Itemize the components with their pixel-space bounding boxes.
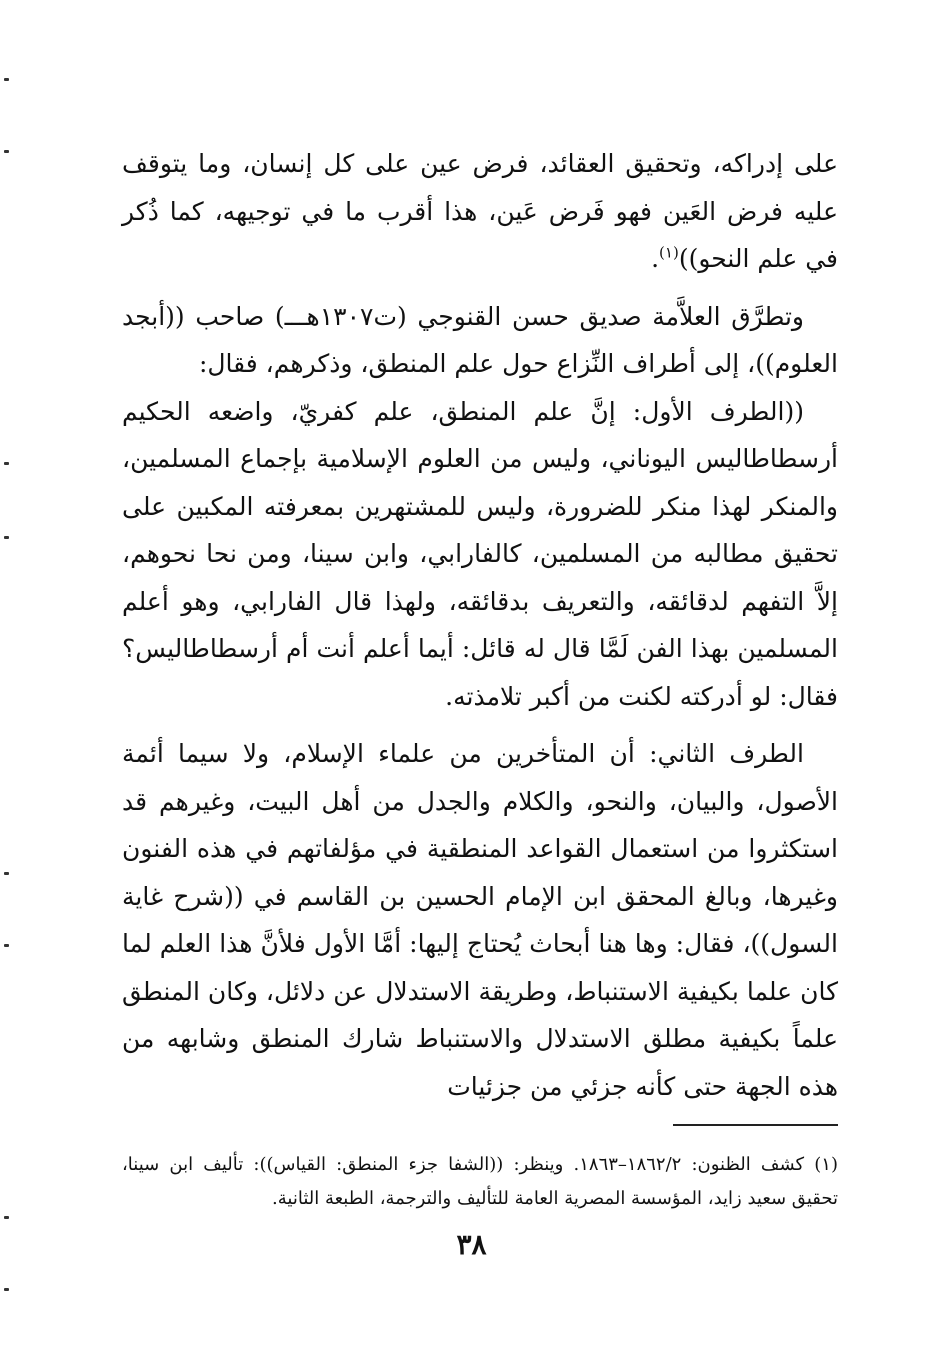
scan-artifact: [4, 462, 9, 465]
scan-artifact: [4, 1216, 9, 1219]
paragraph-text: ((الطرف الأول: إنَّ علم المنطق، علم كفريّ، واضعه الحكيم أرسطاطاليس اليوناني، وليس من العلوم الإسلامية بإجماع المسلمين، والمنكر لهذا منكر للضرورة، وليس للمشتهرين بمعرفته المكبين على تحقيق مطالبه من المسلمين، كالفارابي، وابن سينا، ومن نحا نحوهم، إلاَّ التفهم لدقائقه، والتعريف بدقائقه، ولهذا قال الفارابي، وهو أعلم المسلمين بهذا الفن لَمَّا قال له قائل: أيما أعلم أنت أم أرسطاطاليس؟ فقال: لو أدركته لكنت من أكبر تلامذته.: [122, 396, 838, 711]
paragraph-second-side: [122, 730, 838, 1110]
scan-artifact: [4, 78, 9, 81]
scan-artifact: [4, 150, 9, 153]
footnote-1: (١) كشف الظنون: ١٨٦٢/٢–١٨٦٣. وينظر: ((الشفا جزء المنطق: القياس)): تأليف ابن سينا، تحقيق سعيد زايد، المؤسسة المصرية العامة للتأليف والترجمة، الطبعة الثانية.: [122, 1154, 838, 1209]
paragraph-text: الطرف الثاني: أن المتأخرين من علماء الإسلام، ولا سيما أئمة الأصول، والبيان، والنحو، والكلام والجدل من أهل البيت، وغيرهم قد استكثروا من استعمال القواعد المنطقية في مؤلفاتهم في هذه الفنون وغيرها، وبالغ المحقق ابن الإمام الحسين بن القاسم في ((شرح غاية السول))، فقال: وها هنا أبحاث يُحتاج إليها: أمَّا الأول فلأنَّ هذا العلم لما كان علما بكيفية الاستنباط، وطريقة الاستدلال عن دلائل، وكان المنطق علماً بكيفية مطلق الاستدلال والاستنباط شارك المنطق وشابهه من هذه الجهة حتى كأنه جزئي من جزئيات: [122, 739, 838, 1101]
paragraph-continuation: [122, 140, 838, 283]
main-text: [122, 140, 838, 1110]
paragraph-text: على إدراكه، وتحقيق العقائد، فرض عين على كل إنسان، وما يتوقف عليه فرض العَين فهو فَرض عَين، هذا أقرب ما في توجيهه، كما ذُكر في علم النحو)): [122, 149, 838, 273]
scan-artifact: [4, 536, 9, 539]
page-number: ٣٨: [456, 1228, 487, 1261]
paragraph-text: وتطرَّق العلاَّمة صديق حسن القنوجي (ت١٣٠٧هـــ) صاحب ((أبجد العلوم))، إلى أطراف النِّزاع حول علم المنطق، وذكرهم، فقال:: [122, 301, 838, 378]
paragraph-qanuji-intro: [122, 293, 838, 388]
footnote-reference: (١): [659, 243, 679, 262]
scan-artifact: [4, 944, 9, 947]
scan-artifact: [4, 872, 9, 875]
scan-artifact: [4, 1288, 9, 1291]
paragraph-tail: .: [651, 244, 660, 273]
footnotes: [122, 1148, 838, 1216]
footnote-divider: [673, 1124, 838, 1126]
paragraph-first-side: [122, 388, 838, 721]
